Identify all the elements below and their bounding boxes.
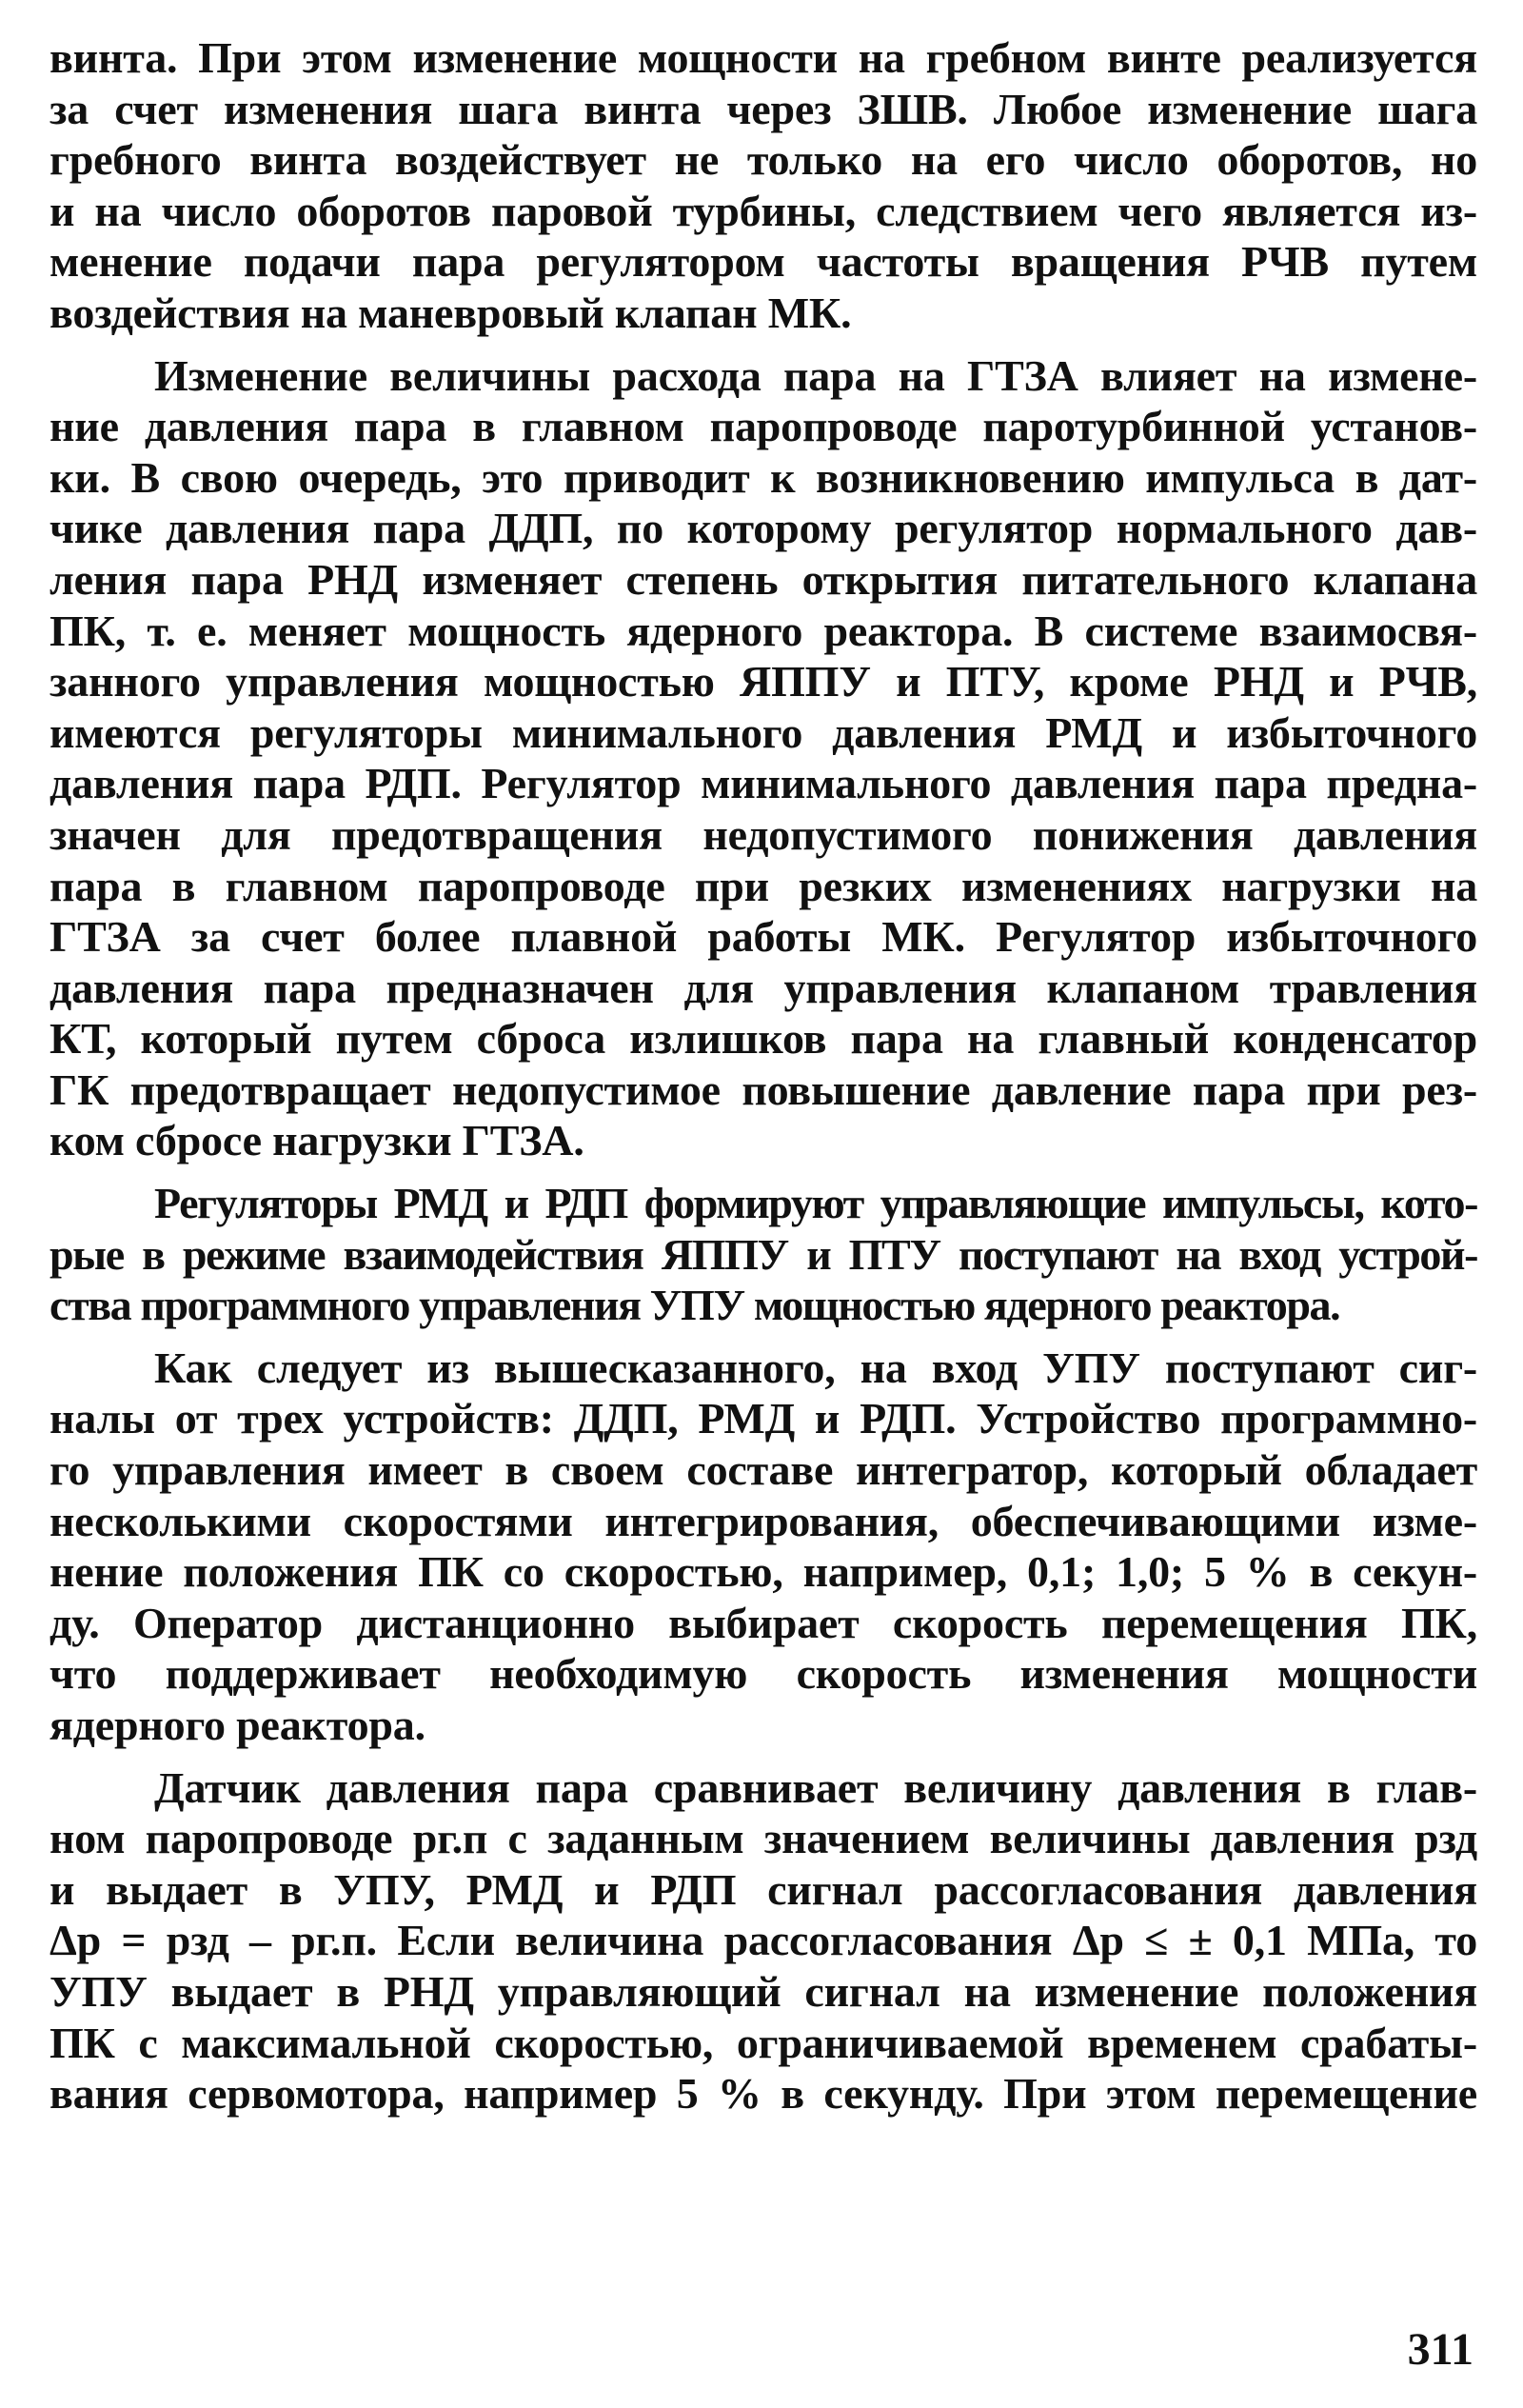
text-line: несколькими скоростями интегрирования, обеспечивающими изме- — [49, 1496, 1477, 1545]
text-line: винта. При этом изменение мощности на гребном винте реализуется — [49, 33, 1477, 82]
page-number: 311 — [1407, 2324, 1474, 2375]
text-line: го управления имеет в своем составе интегратор, который обладает — [49, 1445, 1477, 1495]
text-line: нение положения ПК со скоростью, например, 0,1; 1,0; 5 % в секун- — [49, 1547, 1477, 1597]
text-line: менение подачи пара регулятором частоты вращения РЧВ путем — [49, 237, 1477, 287]
text-line: ки. В свою очередь, это приводит к возникновению импульса в дат- — [49, 452, 1477, 502]
text-line: Δp = pзд – pг.п. Если величина рассогласования Δp ≤ ± 0,1 МПа, то — [49, 1916, 1477, 1965]
text-line: и выдает в УПУ, РМД и РДП сигнал рассогласования давления — [49, 1864, 1477, 1914]
text-line: Регуляторы РМД и РДП формируют управляющие импульсы, кото- — [154, 1179, 1477, 1228]
text-line: занного управления мощностью ЯППУ и ПТУ, кроме РНД и РЧВ, — [49, 657, 1477, 706]
paragraph-2 — [49, 350, 1477, 1167]
text-line: ду. Оператор дистанционно выбирает скорость перемещения ПК, — [49, 1598, 1477, 1647]
text-line: ном паропроводе pг.п с заданным значением величины давления pзд — [49, 1814, 1477, 1863]
paragraph-4 — [49, 1343, 1477, 1751]
paragraph-3 — [49, 1178, 1477, 1331]
text-line: воздействия на маневровый клапан МК. — [49, 288, 852, 337]
text-line: рые в режиме взаимодействия ЯППУ и ПТУ поступают на вход устрой- — [49, 1229, 1477, 1279]
text-line: ком сбросе нагрузки ГТЗА. — [49, 1116, 584, 1165]
text-line: значен для предотвращения недопустимого понижения давления — [49, 809, 1477, 859]
text-line: Датчик давления пара сравнивает величину давления в глав- — [154, 1762, 1477, 1812]
text-line: за счет изменения шага винта через ЗШВ. Любое изменение шага — [49, 84, 1477, 133]
text-line: ПК, т. е. меняет мощность ядерного реактора. В системе взаимосвя- — [49, 606, 1477, 655]
text-line: ПК с максимальной скоростью, ограничиваемой временем срабаты- — [49, 2018, 1477, 2067]
text-line: вания сервомотора, например 5 % в секунду. При этом перемещение — [49, 2069, 1477, 2119]
text-line: ние давления пара в главном паропроводе паротурбинной установ- — [49, 402, 1477, 451]
text-line: имеются регуляторы минимального давления РМД и избыточного — [49, 707, 1477, 757]
text-line: давления пара РДП. Регулятор минимального давления пара предна- — [49, 759, 1477, 808]
text-line: гребного винта воздействует не только на его число оборотов, но — [49, 135, 1477, 185]
text-line: КТ, который путем сброса излишков пара на главный конденсатор — [49, 1014, 1477, 1064]
text-line: что поддерживает необходимую скорость изменения мощности — [49, 1649, 1477, 1699]
page-body — [49, 32, 1477, 2119]
text-line: ства программного управления УПУ мощностью ядерного реактора. — [49, 1281, 1340, 1330]
text-line: пара в главном паропроводе при резких изменениях нагрузки на — [49, 861, 1477, 910]
text-line: давления пара предназначен для управления клапаном травления — [49, 963, 1477, 1012]
text-line: Изменение величины расхода пара на ГТЗА влияет на измене- — [154, 350, 1477, 400]
text-line: ления пара РНД изменяет степень открытия питательного клапана — [49, 554, 1477, 604]
text-line: УПУ выдает в РНД управляющий сигнал на изменение положения — [49, 1966, 1477, 2016]
text-line: налы от трех устройств: ДДП, РМД и РДП. Устройство программно- — [49, 1394, 1477, 1443]
paragraph-1 — [49, 32, 1477, 339]
text-line: ядерного реактора. — [49, 1701, 425, 1749]
text-line: Как следует из вышесказанного, на вход УПУ поступают сиг- — [154, 1343, 1477, 1392]
text-line: и на число оборотов паровой турбины, следствием чего является из- — [49, 186, 1477, 235]
text-line: чике давления пара ДДП, по которому регулятор нормального дав- — [49, 504, 1477, 553]
text-line: ГК предотвращает недопустимое повышение давление пара при рез- — [49, 1065, 1477, 1114]
paragraph-5 — [49, 1762, 1477, 2119]
text-line: ГТЗА за счет более плавной работы МК. Регулятор избыточного — [49, 912, 1477, 962]
